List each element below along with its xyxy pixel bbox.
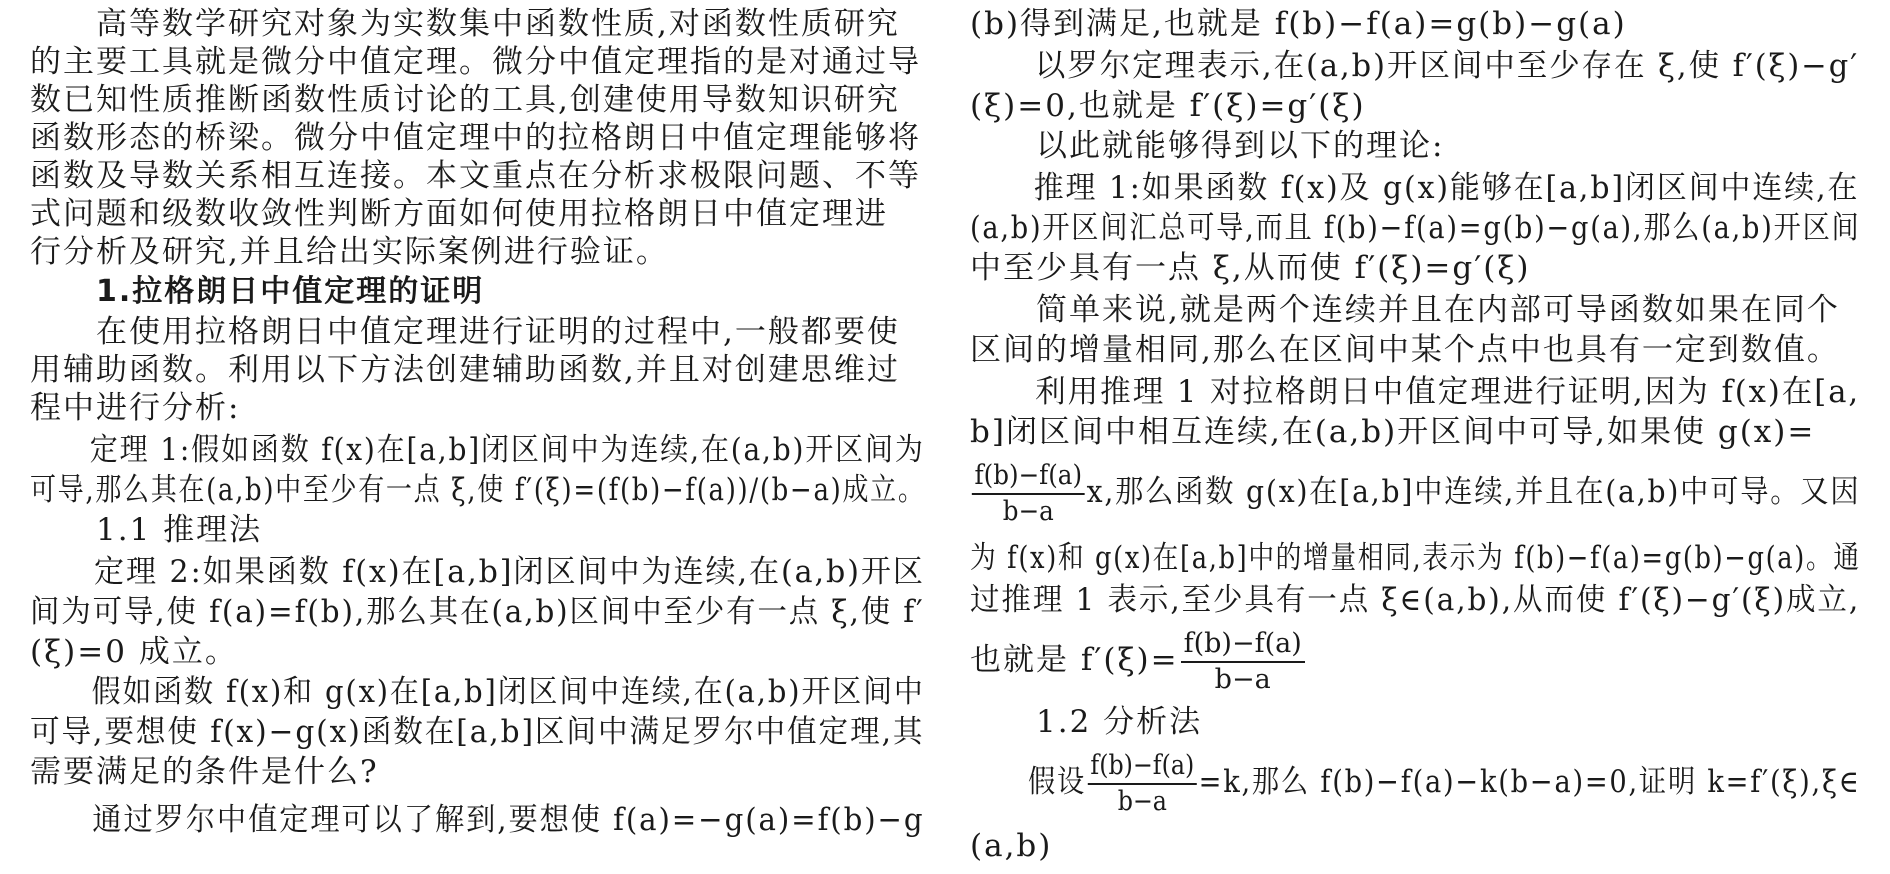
- fraction-denominator: b−a: [1117, 785, 1167, 817]
- paragraph-line: 行分析及研究,并且给出实际案例进行验证。: [30, 234, 669, 270]
- formula-line: [970, 742, 1861, 822]
- paragraph-line: 利用推理 1 对拉格朗日中值定理进行证明,因为 f(x)在[a,: [1035, 374, 1861, 410]
- paragraph-line: 假如函数 f(x)和 g(x)在[a,b]闭区间中连续,在(a,b)开区间中: [91, 674, 925, 710]
- theorem-line: 定理 1:假如函数 f(x)在[a,b]闭区间中为连续,在(a,b)开区间为: [89, 432, 925, 468]
- paragraph-line: 简单来说,就是两个连续并且在内部可导函数如果在同个: [1036, 292, 1840, 328]
- fraction-numerator: f(b)−f(a): [1088, 749, 1197, 785]
- section-heading: 1.拉格朗日中值定理的证明: [96, 274, 485, 309]
- paragraph-line: 以此就能够得到以下的理论:: [1036, 128, 1445, 164]
- paragraph-line: b]闭区间中相互连续,在(a,b)开区间中可导,如果使 g(x)=: [970, 414, 1816, 450]
- fraction: [1181, 627, 1305, 697]
- fraction: [1088, 749, 1197, 819]
- fraction-numerator: f(b)−f(a): [972, 459, 1085, 495]
- paragraph-line: (a,b): [970, 828, 1053, 864]
- theorem-line: 可导,那么其在(a,b)中至少有一点 ξ,使 f′(ξ)=(f(b)−f(a))/(b−a)成立。: [30, 472, 926, 508]
- paragraph-line: 区间的增量相同,那么在区间中某个点中也具有一定到数值。: [970, 332, 1840, 368]
- formula-line-text: x,那么函数 g(x)在[a,b]中连续,并且在(a,b)中可导。又因: [1086, 474, 1861, 510]
- theorem-line: 间为可导,使 f(a)=f(b),那么其在(a,b)区间中至少有一点 ξ,使 f′: [30, 594, 925, 630]
- paragraph-line: 需要满足的条件是什么?: [30, 754, 379, 790]
- paragraph-line: 过推理 1 表示,至少具有一点 ξ∈(a,b),从而使 f′(ξ)−g′(ξ)成立,: [970, 582, 1861, 618]
- paragraph-line: 为 f(x)和 g(x)在[a,b]中的增量相同,表示为 f(b)−f(a)=g(b)−g(a)。通: [970, 540, 1861, 576]
- theorem-line: (ξ)=0 成立。: [30, 634, 238, 670]
- fraction-denominator: b−a: [1214, 663, 1271, 695]
- formula-line-text: 假设: [1028, 764, 1087, 800]
- paragraph-line: 用辅助函数。利用以下方法创建辅助函数,并且对创建思维过: [30, 352, 900, 388]
- paragraph-line: 函数形态的桥梁。微分中值定理中的拉格朗日中值定理能够将: [30, 120, 921, 156]
- paragraph-line: 程中进行分析:: [30, 390, 241, 426]
- formula-line-text: 也就是 f′(ξ)=: [970, 642, 1179, 678]
- fraction: [972, 459, 1085, 529]
- theorem-line: 定理 2:如果函数 f(x)在[a,b]闭区间中为连续,在(a,b)开区: [94, 554, 925, 590]
- fraction-numerator: f(b)−f(a): [1181, 627, 1305, 663]
- corollary-line: 中至少具有一点 ξ,从而使 f′(ξ)=g′(ξ): [970, 250, 1531, 286]
- corollary-line: 推理 1:如果函数 f(x)及 g(x)能够在[a,b]闭区间中连续,在: [1033, 170, 1860, 206]
- paragraph-line: 高等数学研究对象为实数集中函数性质,对函数性质研究: [96, 6, 900, 42]
- paragraph-line: 函数及导数关系相互连接。本文重点在分析求极限问题、不等: [30, 158, 921, 194]
- subsection-heading: 1.2 分析法: [1036, 704, 1203, 740]
- paragraph-line: 的主要工具就是微分中值定理。微分中值定理指的是对通过导: [30, 44, 921, 80]
- fraction-denominator: b−a: [1002, 495, 1054, 527]
- paragraph-line: 可导,要想使 f(x)−g(x)函数在[a,b]区间中满足罗尔中值定理,其: [30, 714, 925, 750]
- paragraph-line: 通过罗尔中值定理可以了解到,要想使 f(a)=−g(a)=f(b)−g: [92, 802, 925, 838]
- paragraph-line: (b)得到满足,也就是 f(b)−f(a)=g(b)−g(a): [970, 6, 1627, 42]
- subsection-heading: 1.1 推理法: [96, 512, 263, 548]
- paragraph-line: 数已知性质推断函数性质讨论的工具,创建使用导数知识研究: [30, 82, 900, 118]
- formula-line-text: =k,那么 f(b)−f(a)−k(b−a)=0,证明 k=f′(ξ),ξ∈: [1198, 764, 1861, 800]
- formula-line: [970, 620, 1307, 700]
- paragraph-line: (ξ)=0,也就是 f′(ξ)=g′(ξ): [970, 88, 1366, 124]
- paragraph-line: 在使用拉格朗日中值定理进行证明的过程中,一般都要使: [96, 314, 900, 350]
- paragraph-line: 式问题和级数收敛性判断方面如何使用拉格朗日中值定理进: [30, 196, 888, 232]
- corollary-line: (a,b)开区间汇总可导,而且 f(b)−f(a)=g(b)−g(a),那么(a,b)开区间: [970, 210, 1861, 246]
- paragraph-line: 以罗尔定理表示,在(a,b)开区间中至少存在 ξ,使 f′(ξ)−g′: [1034, 48, 1860, 84]
- formula-line: [970, 452, 1860, 532]
